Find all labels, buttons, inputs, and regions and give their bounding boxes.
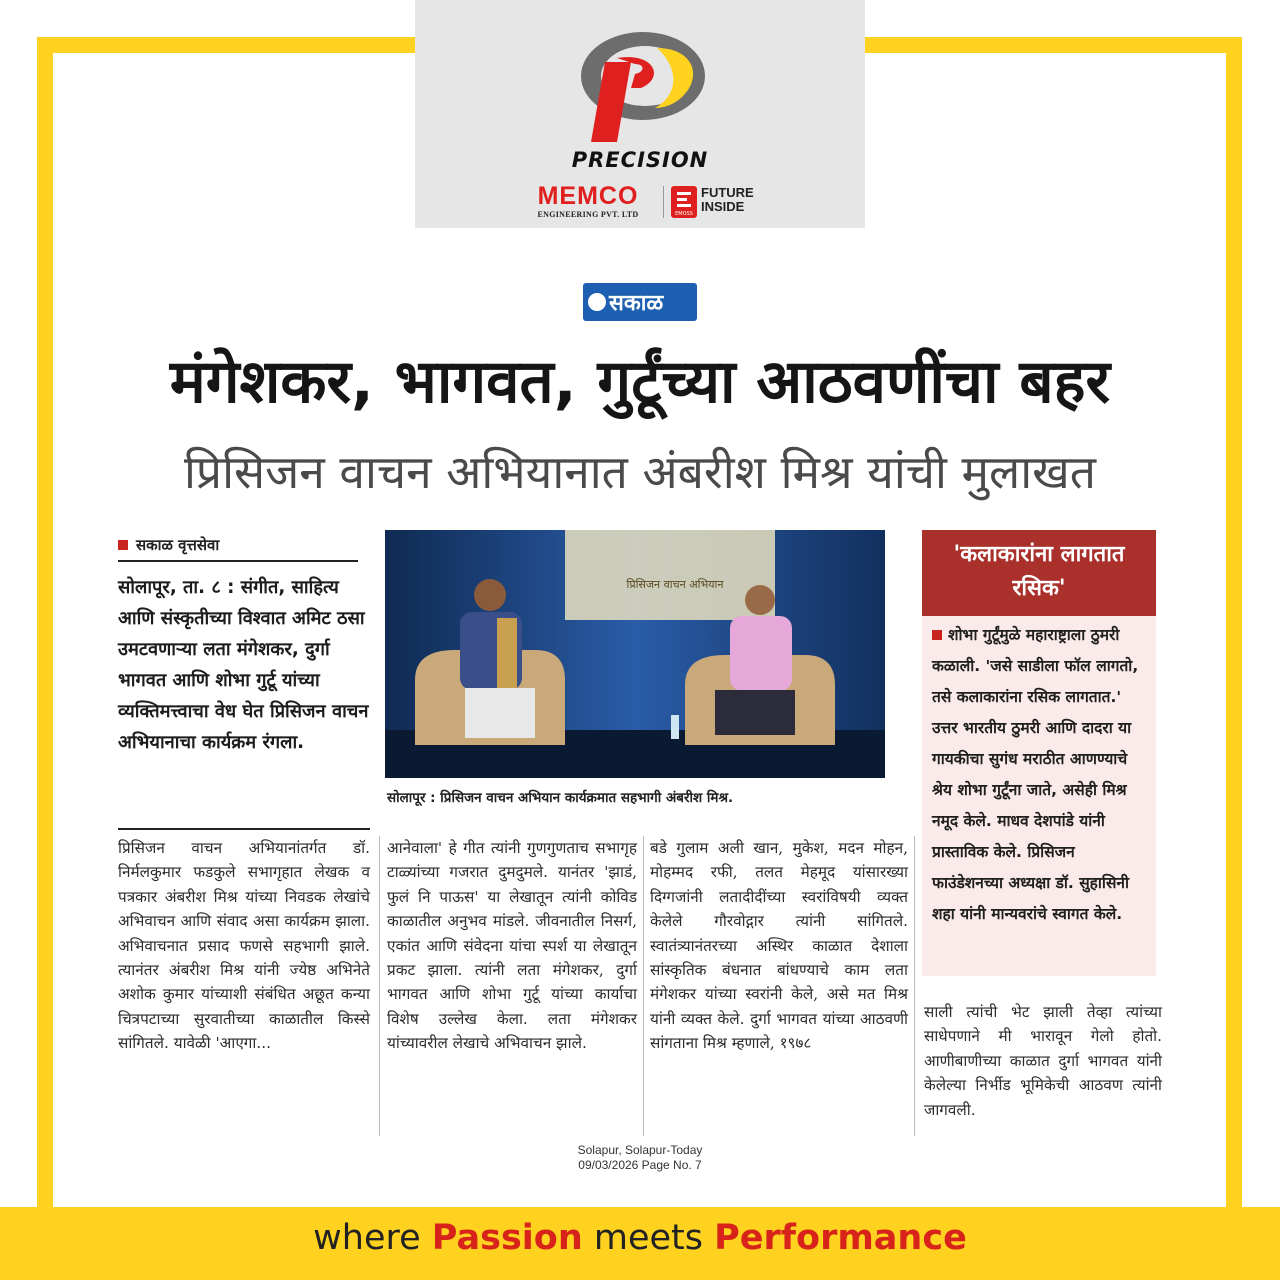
- frame-right: [1226, 37, 1242, 1207]
- dateline-source: Solapur, Solapur-Today: [577, 1143, 703, 1157]
- sakal-emblem-icon: [588, 293, 606, 311]
- article-headline: मंगेशकर, भागवत, गुर्टूंच्या आठवणींचा बहर: [169, 347, 1111, 417]
- photo-caption: [387, 788, 907, 806]
- sakal-name: सकाळ: [609, 291, 664, 316]
- event-photo-illustration: [385, 530, 885, 778]
- tagline-where: where: [313, 1218, 432, 1258]
- byline-rule: [118, 560, 358, 562]
- inside-word: INSIDE: [701, 199, 745, 214]
- frame-top-left: [37, 37, 415, 53]
- tagline-passion: Passion: [431, 1218, 583, 1258]
- article-subhead: प्रिसिजन वाचन अभियानात अंबरीश मिश्र यांची मुलाखत: [184, 445, 1096, 499]
- logo-separator: [663, 186, 664, 218]
- dateline: [540, 1143, 740, 1173]
- column-divider: [643, 836, 644, 1136]
- article-column-1: प्रिसिजन वाचन अभियानांतर्गत डॉ. निर्मलकुमार फडकुले सभागृहात लेखक व पत्रकार अंबरीश मिश्र यांच्या निवडक लेखांचे अभिवाचन आणि संवाद असा कार्यक्रम झाला. अभिवाचनात प्रसाद फणसे सहभागी झाले. त्यानंतर अंबरीश मिश्र यांनी ज्येष्ठ अभिनेते अशोक कुमार यांच्याशी संबंधित अछूत कन्या चित्रपटाच्या सुरवातीच्या काळातील किस्से सांगितले. यावेळी 'आएगा...: [118, 839, 370, 1053]
- article-column-4: साली त्यांची भेट झाली तेव्हा त्यांच्या साधेपणाने मी भारावून गेलो होतो. आणीबाणीच्या काळात दुर्गा भागवत यांनी केलेल्या निर्भीड भूमिकेची आठवण त्यांनी जागवली.: [924, 1003, 1162, 1119]
- article-lead: सोलापूर, ता. ८ : संगीत, साहित्य आणि संस्कृतीच्या विश्वात अमिट ठसा उमटवणाऱ्या लता मंगेशकर, दुर्गा भागवत आणि शोभा गुर्टू यांच्या व्यक्तिमत्त्वाचा वेध घेत प्रिसिजन वाचन अभियानाचा कार्यक्रम रंगला.: [118, 577, 369, 753]
- memco-subtitle: ENGINEERING PVT. LTD: [537, 210, 639, 219]
- sidebar-heading-line-1: 'कलाकारांना लागतात: [953, 542, 1125, 567]
- tagline-performance: Performance: [714, 1218, 967, 1258]
- emoss-logo-icon: [671, 186, 697, 218]
- lead-rule: [118, 828, 370, 830]
- sidebar-heading-text: [922, 538, 1156, 606]
- sidebar-heading-line-2: रसिक': [1012, 576, 1066, 601]
- frame-left: [37, 37, 53, 1207]
- sakal-logo: [583, 283, 697, 321]
- event-photo: [385, 530, 885, 778]
- sidebar-paragraph: शोभा गुर्टूंमुळे महाराष्ट्राला ठुमरी कळाली. 'जसे साडीला फॉल लागतो, तसे कलाकारांना रसिक लागतात.' उत्तर भारतीय ठुमरी आणि दादरा या गायकीचा सुगंध मराठीत आणण्याचे श्रेय शोभा गुर्टूंना जाते, असेही मिश्र नमूद केले. माधव देशपांडे यांनी प्रास्ताविक केले. प्रिसिजन फाउंडेशनच्या अध्यक्षा डॉ. सुहासिनी शहा यांनी मान्यवरांचे स्वागत केले.: [932, 626, 1139, 923]
- sidebar-text: [932, 620, 1150, 930]
- article-column-3: बडे गुलाम अली खान, मुकेश, मदन मोहन, मोहम्मद रफी, तलत मेहमूद यांसारख्या दिग्गजांनी लतादीदींच्या स्वरांविषयी व्यक्त केलेले गौरवोद्गार त्यांनी सांगितले. स्वातंत्र्यानंतरच्या अस्थिर काळात देशाला सांस्कृतिक बंधनात बांधण्याचे काम लता मंगेशकर यांच्या स्वरांनी केले, असे मत मिश्र यांनी व्यक्त केले. दुर्गा भागवत यांच्या आठवणी सांगताना मिश्र म्हणाले, १९७८: [650, 839, 908, 1053]
- column-divider: [379, 836, 380, 1136]
- future-inside-text: [701, 186, 754, 214]
- dateline-date: 09/03/2026 Page No. 7: [578, 1158, 702, 1172]
- stage-banner-text: प्रिसिजन वाचन अभियान: [626, 578, 724, 591]
- tagline-meets: meets: [582, 1218, 715, 1258]
- sidebar-heading: [922, 530, 1156, 616]
- memco-row: [519, 182, 769, 224]
- bullet-square-icon: [932, 630, 942, 640]
- column-divider: [914, 836, 915, 1136]
- precision-logo-icon: [565, 18, 715, 148]
- future-word: FUTURE: [701, 185, 754, 200]
- caption-text: प्रिसिजन वाचन अभियान कार्यक्रमात सहभागी अंबरीश मिश्र.: [440, 790, 734, 806]
- logo-box: [415, 0, 865, 228]
- frame-top-right: [865, 37, 1242, 53]
- tagline: [0, 1218, 1280, 1258]
- emoss-label: EMOSS: [675, 211, 693, 217]
- byline: सकाळ वृत्तसेवा: [118, 535, 219, 555]
- caption-place: सोलापूर :: [387, 790, 436, 806]
- memco-wordmark: MEMCO: [537, 182, 639, 210]
- article-column-2: आनेवाला' हे गीत त्यांनी गुणगुणताच सभागृह टाळ्यांच्या गजरात दुमदुमले. यानंतर 'झाडं, फुलं नि पाऊस' या लेखातून त्यांनी कोविड काळातील अनुभव मांडले. जीवनातील निसर्ग, एकांत आणि संवेदना यांचा स्पर्श या लेखातून प्रकट झाला. त्यांनी लता मंगेशकर, दुर्गा भागवत आणि शोभा गुर्टू यांच्या कार्याचा विशेष उल्लेख केला. लता मंगेशकर यांच्यावरील लेखाचे अभिवाचन झाले.: [387, 839, 637, 1053]
- precision-wordmark: PRECISION: [571, 148, 709, 172]
